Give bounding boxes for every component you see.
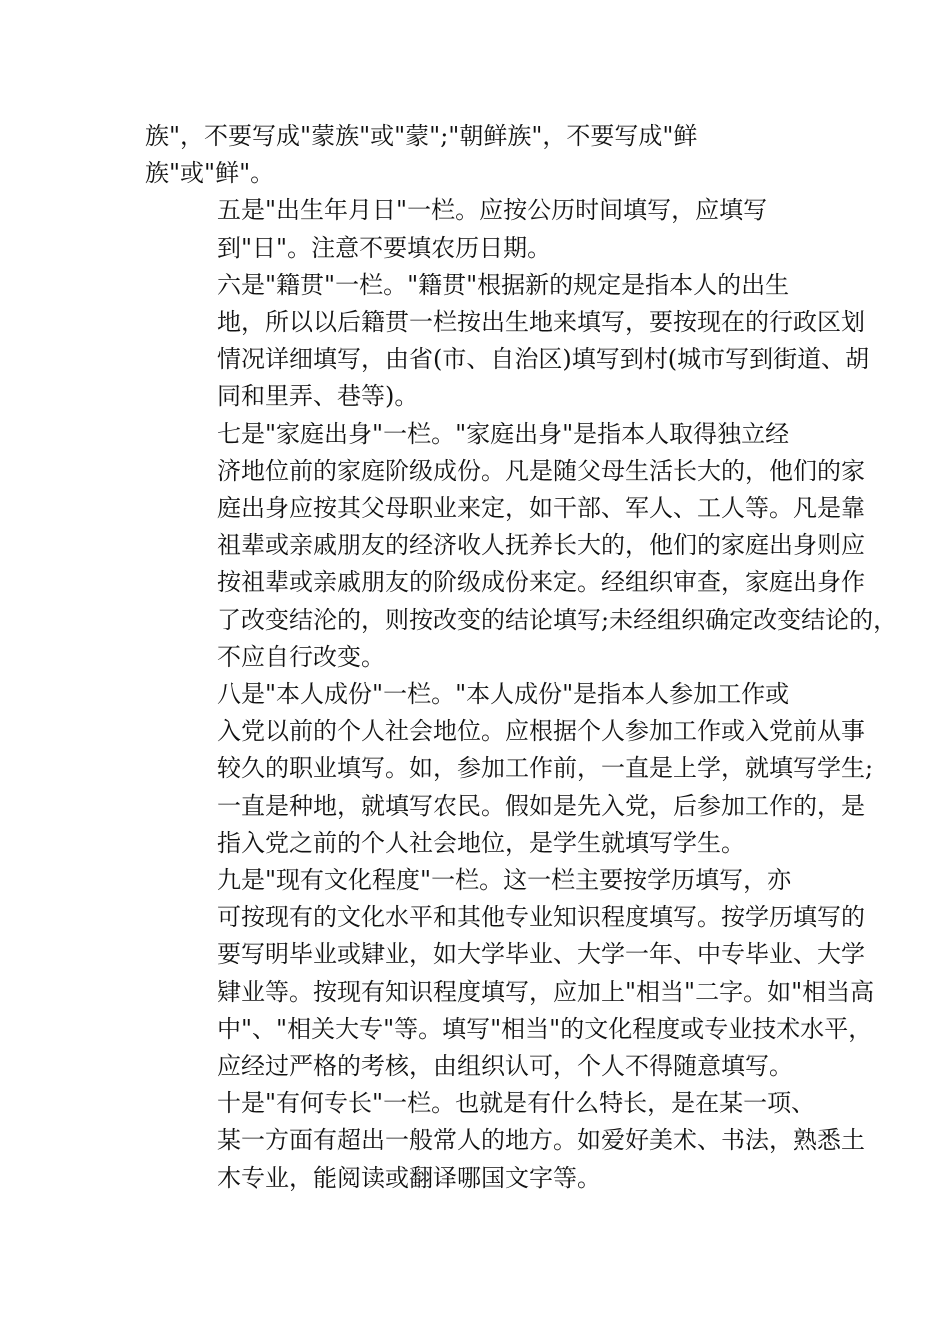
text-line: 肄业等。按现有知识程度填写，应加上"相当"二字。如"相当高 — [217, 977, 875, 1006]
text-line: 了改变结沦的，则按改变的结论填写;未经组织确定改变结论的， — [217, 605, 898, 634]
text-line: 到"日"。注意不要填农历日期。 — [217, 233, 552, 262]
text-line: 某一方面有超出一般常人的地方。如爱好美术、书法，熟悉土 — [217, 1126, 865, 1155]
text-line: 族"或"鲜"。 — [145, 159, 275, 188]
text-line: 族"，不要写成"蒙族"或"蒙";"朝鲜族"，不要写成"鲜 — [145, 122, 698, 150]
text-line: 同和里弄、巷等)。 — [217, 382, 419, 411]
text-line: 情况详细填写，由省(市、自治区)填写到村(城市写到街道、胡 — [217, 345, 870, 374]
text-line: 指入党之前的个人社会地位，是学生就填写学生。 — [217, 828, 745, 857]
text-line: 七是"家庭出身"一栏。"家庭出身"是指本人取得独立经 — [217, 419, 790, 448]
paragraph — [145, 192, 815, 266]
paragraph — [145, 118, 815, 192]
text-line: 较久的职业填写。如，参加工作前，一直是上学，就填写学生; — [217, 754, 874, 783]
text-line: 应经过严格的考核，由组织认可，个人不得随意填写。 — [217, 1052, 793, 1081]
document-body — [145, 118, 898, 1197]
text-line: 六是"籍贯"一栏。"籍贯"根据新的规定是指本人的出生 — [217, 270, 790, 299]
text-line: 九是"现有文化程度"一栏。这一栏主要按学历填写，亦 — [217, 866, 792, 895]
paragraph — [145, 416, 898, 676]
text-line: 济地位前的家庭阶级成份。凡是随父母生活长大的，他们的家 — [217, 456, 865, 485]
text-line: 五是"出生年月日"一栏。应按公历时间填写，应填写 — [217, 196, 768, 225]
text-line: 地，所以以后籍贯一栏按出生地来填写，要按现在的行政区划 — [217, 308, 865, 337]
text-line: 一直是种地，就填写农民。假如是先入党，后参加工作的，是 — [217, 791, 865, 820]
text-line: 木专业，能阅读或翻译哪国文字等。 — [217, 1163, 601, 1192]
paragraph — [145, 862, 875, 1085]
text-line: 不应自行改变。 — [217, 642, 385, 671]
text-line: 按祖辈或亲戚朋友的阶级成份来定。经组织审查，家庭出身作 — [217, 568, 865, 597]
text-line: 中"、"相关大专"等。填写"相当"的文化程度或专业技术水平， — [217, 1014, 873, 1043]
paragraph — [145, 1085, 865, 1197]
text-line: 要写明毕业或肄业，如大学毕业、大学一年、中专毕业、大学 — [217, 940, 865, 969]
text-line: 八是"本人成份"一栏。"本人成份"是指本人参加工作或 — [217, 680, 790, 709]
text-line: 十是"有何专长"一栏。也就是有什么特长，是在某一项、 — [217, 1089, 816, 1118]
paragraph — [145, 267, 870, 416]
text-line: 庭出身应按其父母职业来定，如干部、军人、工人等。凡是靠 — [217, 494, 865, 523]
text-line: 入党以前的个人社会地位。应根据个人参加工作或入党前从事 — [217, 717, 865, 746]
text-line: 可按现有的文化水平和其他专业知识程度填写。按学历填写的 — [217, 903, 865, 932]
text-line: 祖辈或亲戚朋友的经济收人抚养长大的，他们的家庭出身则应 — [217, 531, 865, 560]
paragraph — [145, 676, 874, 862]
